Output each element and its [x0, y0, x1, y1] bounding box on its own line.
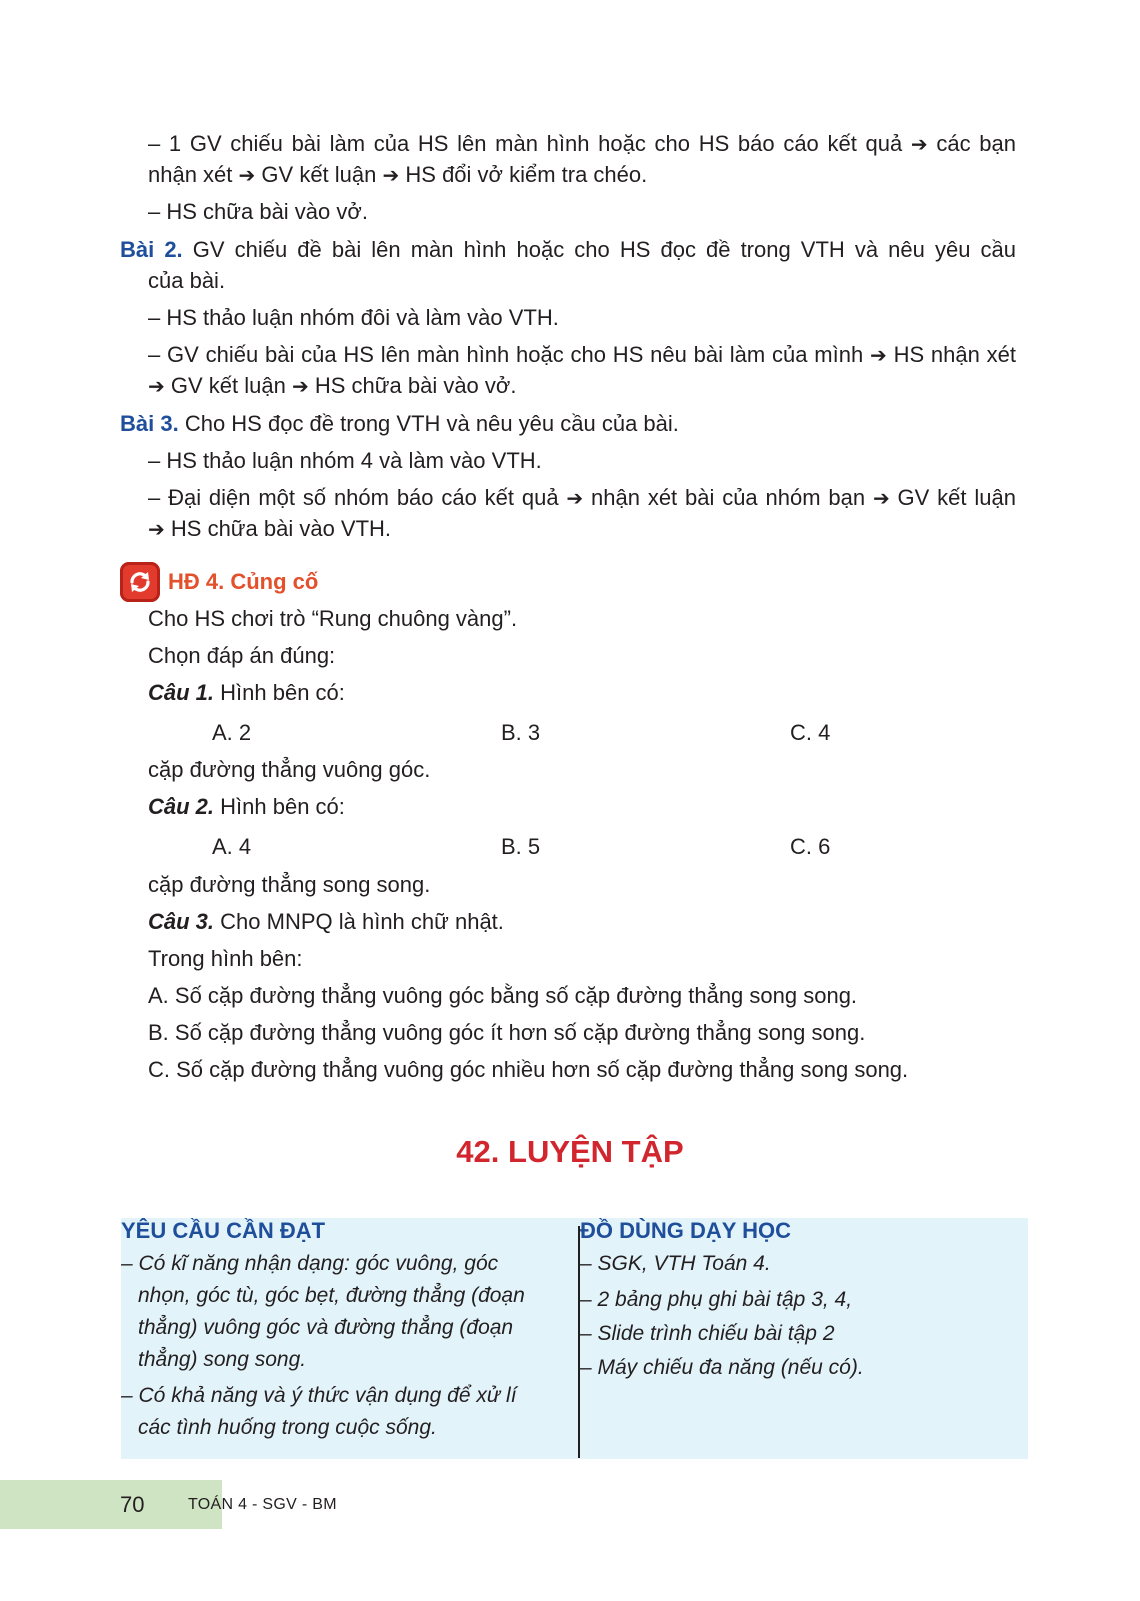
- option-a: A. Số cặp đường thẳng vuông góc bằng số cặp đường thẳng song song.: [148, 983, 858, 1008]
- activity-heading: [120, 562, 318, 602]
- requirement-line: các tình huống trong cuộc sống.: [138, 1416, 437, 1439]
- text-line: ➔ HS chữa bài vào VTH.: [148, 516, 392, 541]
- exercise-label: Bài 3.: [120, 411, 179, 436]
- book-title: TOÁN 4 - SGV - BM: [188, 1496, 337, 1513]
- option-c: C. Số cặp đường thẳng vuông góc nhiều hơn số cặp đường thẳng song song.: [148, 1057, 909, 1082]
- text-line: cặp đường thẳng song song.: [148, 872, 431, 897]
- arrow-right-icon: ➔: [148, 376, 165, 398]
- arrow-right-icon: ➔: [291, 376, 309, 398]
- text-line: ➔ GV kết luận ➔ HS chữa bài vào vở.: [148, 373, 517, 398]
- text-line: – GV chiếu bài của HS lên màn hình hoặc cho HS nêu bài làm của mình ➔ HS nhận xét: [148, 342, 1016, 367]
- material-item: – 2 bảng phụ ghi bài tập 3, 4,: [580, 1288, 853, 1311]
- exercise-3: Bài 3. Cho HS đọc đề trong VTH và nêu yêu cầu của bài.: [120, 411, 679, 436]
- materials-heading: ĐỒ DÙNG DẠY HỌC: [580, 1218, 792, 1243]
- requirements-heading: YÊU CẦU CẦN ĐẠT: [121, 1218, 326, 1243]
- option-a: A. 4: [212, 834, 252, 859]
- material-item: – Slide trình chiếu bài tập 2: [580, 1322, 835, 1345]
- exercise-label: Bài 2.: [120, 237, 183, 262]
- exercise-2: Bài 2. GV chiếu đề bài lên màn hình hoặc cho HS đọc đề trong VTH và nêu yêu cầu: [120, 237, 1016, 262]
- requirement-line: – Có kĩ năng nhận dạng: góc vuông, góc: [121, 1252, 499, 1275]
- arrow-right-icon: ➔: [566, 488, 584, 510]
- arrow-right-icon: ➔: [148, 519, 165, 541]
- text-line: của bài.: [148, 268, 226, 293]
- arrow-right-icon: ➔: [870, 345, 887, 367]
- option-b: B. 5: [501, 834, 541, 859]
- text-line: – HS thảo luận nhóm 4 và làm vào VTH.: [148, 448, 542, 473]
- option-b: B. 3: [501, 720, 541, 745]
- question-1: Câu 1. Hình bên có:: [148, 680, 345, 705]
- requirement-line: thẳng) vuông góc và đường thẳng (đoạn: [138, 1316, 514, 1339]
- question-3: Câu 3. Cho MNPQ là hình chữ nhật.: [148, 909, 504, 934]
- material-item: – SGK, VTH Toán 4.: [580, 1252, 771, 1275]
- text-line: Trong hình bên:: [148, 946, 303, 971]
- requirement-line: thẳng) song song.: [138, 1348, 307, 1371]
- requirement-line: nhọn, góc tù, góc bẹt, đường thẳng (đoạn: [138, 1284, 525, 1307]
- option-c: C. 6: [790, 834, 831, 859]
- arrow-right-icon: ➔: [238, 165, 256, 187]
- text-line: – HS chữa bài vào vở.: [148, 199, 368, 224]
- arrow-right-icon: ➔: [872, 488, 890, 510]
- question-label: Câu 1.: [148, 680, 215, 705]
- section-title: 42. LUYỆN TẬP: [456, 1134, 684, 1169]
- arrow-right-icon: ➔: [382, 165, 400, 187]
- material-item: – Máy chiếu đa năng (nếu có).: [580, 1356, 864, 1379]
- quiz-instruction: Chọn đáp án đúng:: [148, 643, 336, 668]
- option-c: C. 4: [790, 720, 831, 745]
- arrow-right-icon: ➔: [910, 134, 928, 156]
- refresh-icon: [120, 562, 160, 602]
- question-label: Câu 3.: [148, 909, 215, 934]
- page-number: 70: [120, 1492, 145, 1517]
- requirement-line: – Có khả năng và ý thức vận dụng để xử lí: [121, 1384, 517, 1407]
- text-line: – 1 GV chiếu bài làm của HS lên màn hình hoặc cho HS báo cáo kết quả ➔ các bạn: [148, 131, 1016, 156]
- text-line: – Đại diện một số nhóm báo cáo kết quả ➔ nhận xét bài của nhóm bạn ➔ GV kết luận: [148, 485, 1016, 510]
- text-line: nhận xét ➔ GV kết luận ➔ HS đổi vở kiểm tra chéo.: [148, 162, 648, 187]
- option-a: A. 2: [212, 720, 252, 745]
- text-line: – HS thảo luận nhóm đôi và làm vào VTH.: [148, 305, 559, 330]
- question-2: Câu 2. Hình bên có:: [148, 794, 345, 819]
- question-label: Câu 2.: [148, 794, 215, 819]
- option-b: B. Số cặp đường thẳng vuông góc ít hơn số cặp đường thẳng song song.: [148, 1020, 866, 1045]
- text-line: cặp đường thẳng vuông góc.: [148, 757, 431, 782]
- quiz-intro: Cho HS chơi trò “Rung chuông vàng”.: [148, 606, 518, 631]
- activity-label: HĐ 4. Củng cố: [168, 569, 319, 594]
